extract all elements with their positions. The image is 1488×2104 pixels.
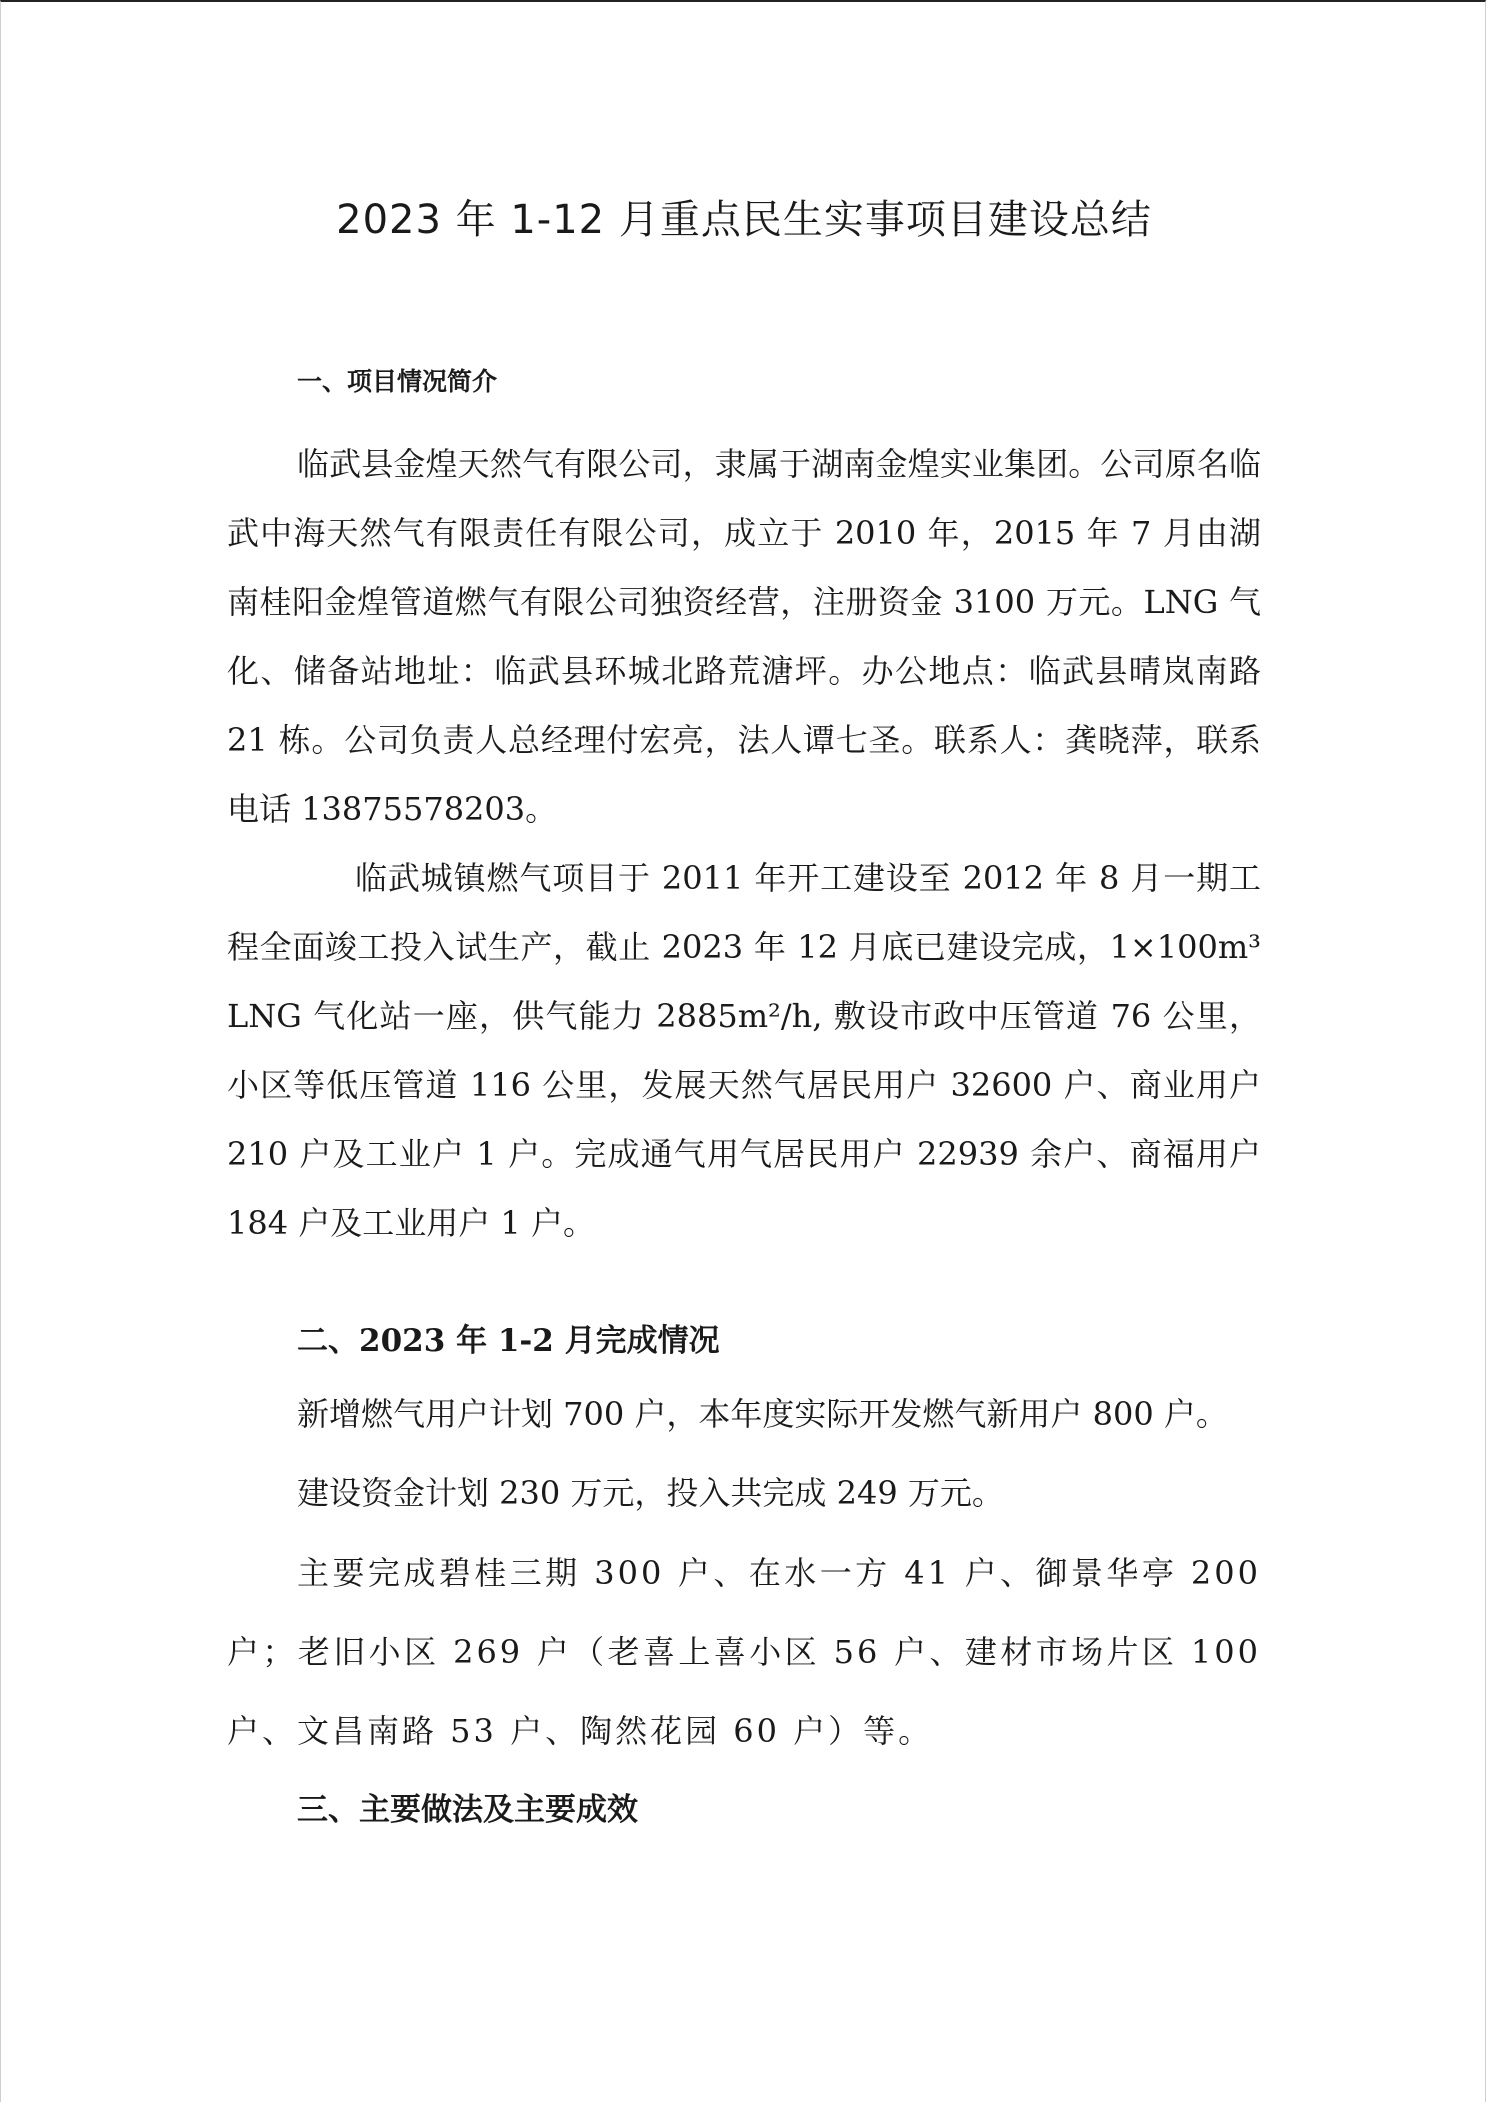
- section-1-paragraph-1: [227, 430, 1261, 844]
- paragraph: 主要完成碧桂三期 300 户、在水一方 41 户、御景华亭 200 户；老旧小区 269 户（老喜上喜小区 56 户、建材市场片区 100 户、文昌南路 53 户、陶然花园 60 户）等。: [227, 1554, 1261, 1750]
- section-3-heading: [227, 1784, 1261, 1834]
- paragraph: 建设资金计划 230 万元，投入共完成 249 万元。: [297, 1474, 1004, 1512]
- paragraph: 临武城镇燃气项目于 2011 年开工建设至 2012 年 8 月一期工程全面竣工投入试生产，截止 2023 年 12 月底已建设完成，1×100m³ LNG 气化站一座，供气能力 2885m²/h, 敷设市政中压管道 76 公里，小区等低压管道 116 公里，发展天然气居民用户 32600 户、商业用户 210 户及工业户 1 户。完成通气用气居民用户 22939 余户、商福用户 184 户及工业用户 1 户。: [227, 859, 1261, 1242]
- paragraph: 临武县金煌天然气有限公司，隶属于湖南金煌实业集团。公司原名临武中海天然气有限责任有限公司，成立于 2010 年，2015 年 7 月由湖南桂阳金煌管道燃气有限公司独资经营，注册资金 3100 万元。LNG 气化、储备站地址：临武县环城北路荒溏坪。办公地点：临武县晴岚南路 21 栋。公司负责人总经理付宏亮，法人谭七圣。联系人：龚晓萍，联系电话 13875578203。: [227, 445, 1261, 828]
- section-heading: 三、主要做法及主要成效: [297, 1792, 638, 1828]
- paragraph: 新增燃气用户计划 700 户，本年度实际开发燃气新用户 800 户。: [297, 1395, 1228, 1433]
- section-2-heading: [227, 1315, 1261, 1365]
- section-1-paragraph-2: [227, 844, 1261, 1258]
- section-2-paragraph-3: [227, 1534, 1261, 1771]
- page-title: 2023 年 1-12 月重点民生实事项目建设总结: [336, 197, 1152, 243]
- section-heading: 一、项目情况简介: [297, 367, 498, 396]
- section-2-paragraph-1: [227, 1380, 1261, 1449]
- section-heading: 二、2023 年 1-2 月完成情况: [297, 1323, 720, 1359]
- section-1-heading: [227, 362, 1261, 402]
- section-2-paragraph-2: [227, 1459, 1261, 1528]
